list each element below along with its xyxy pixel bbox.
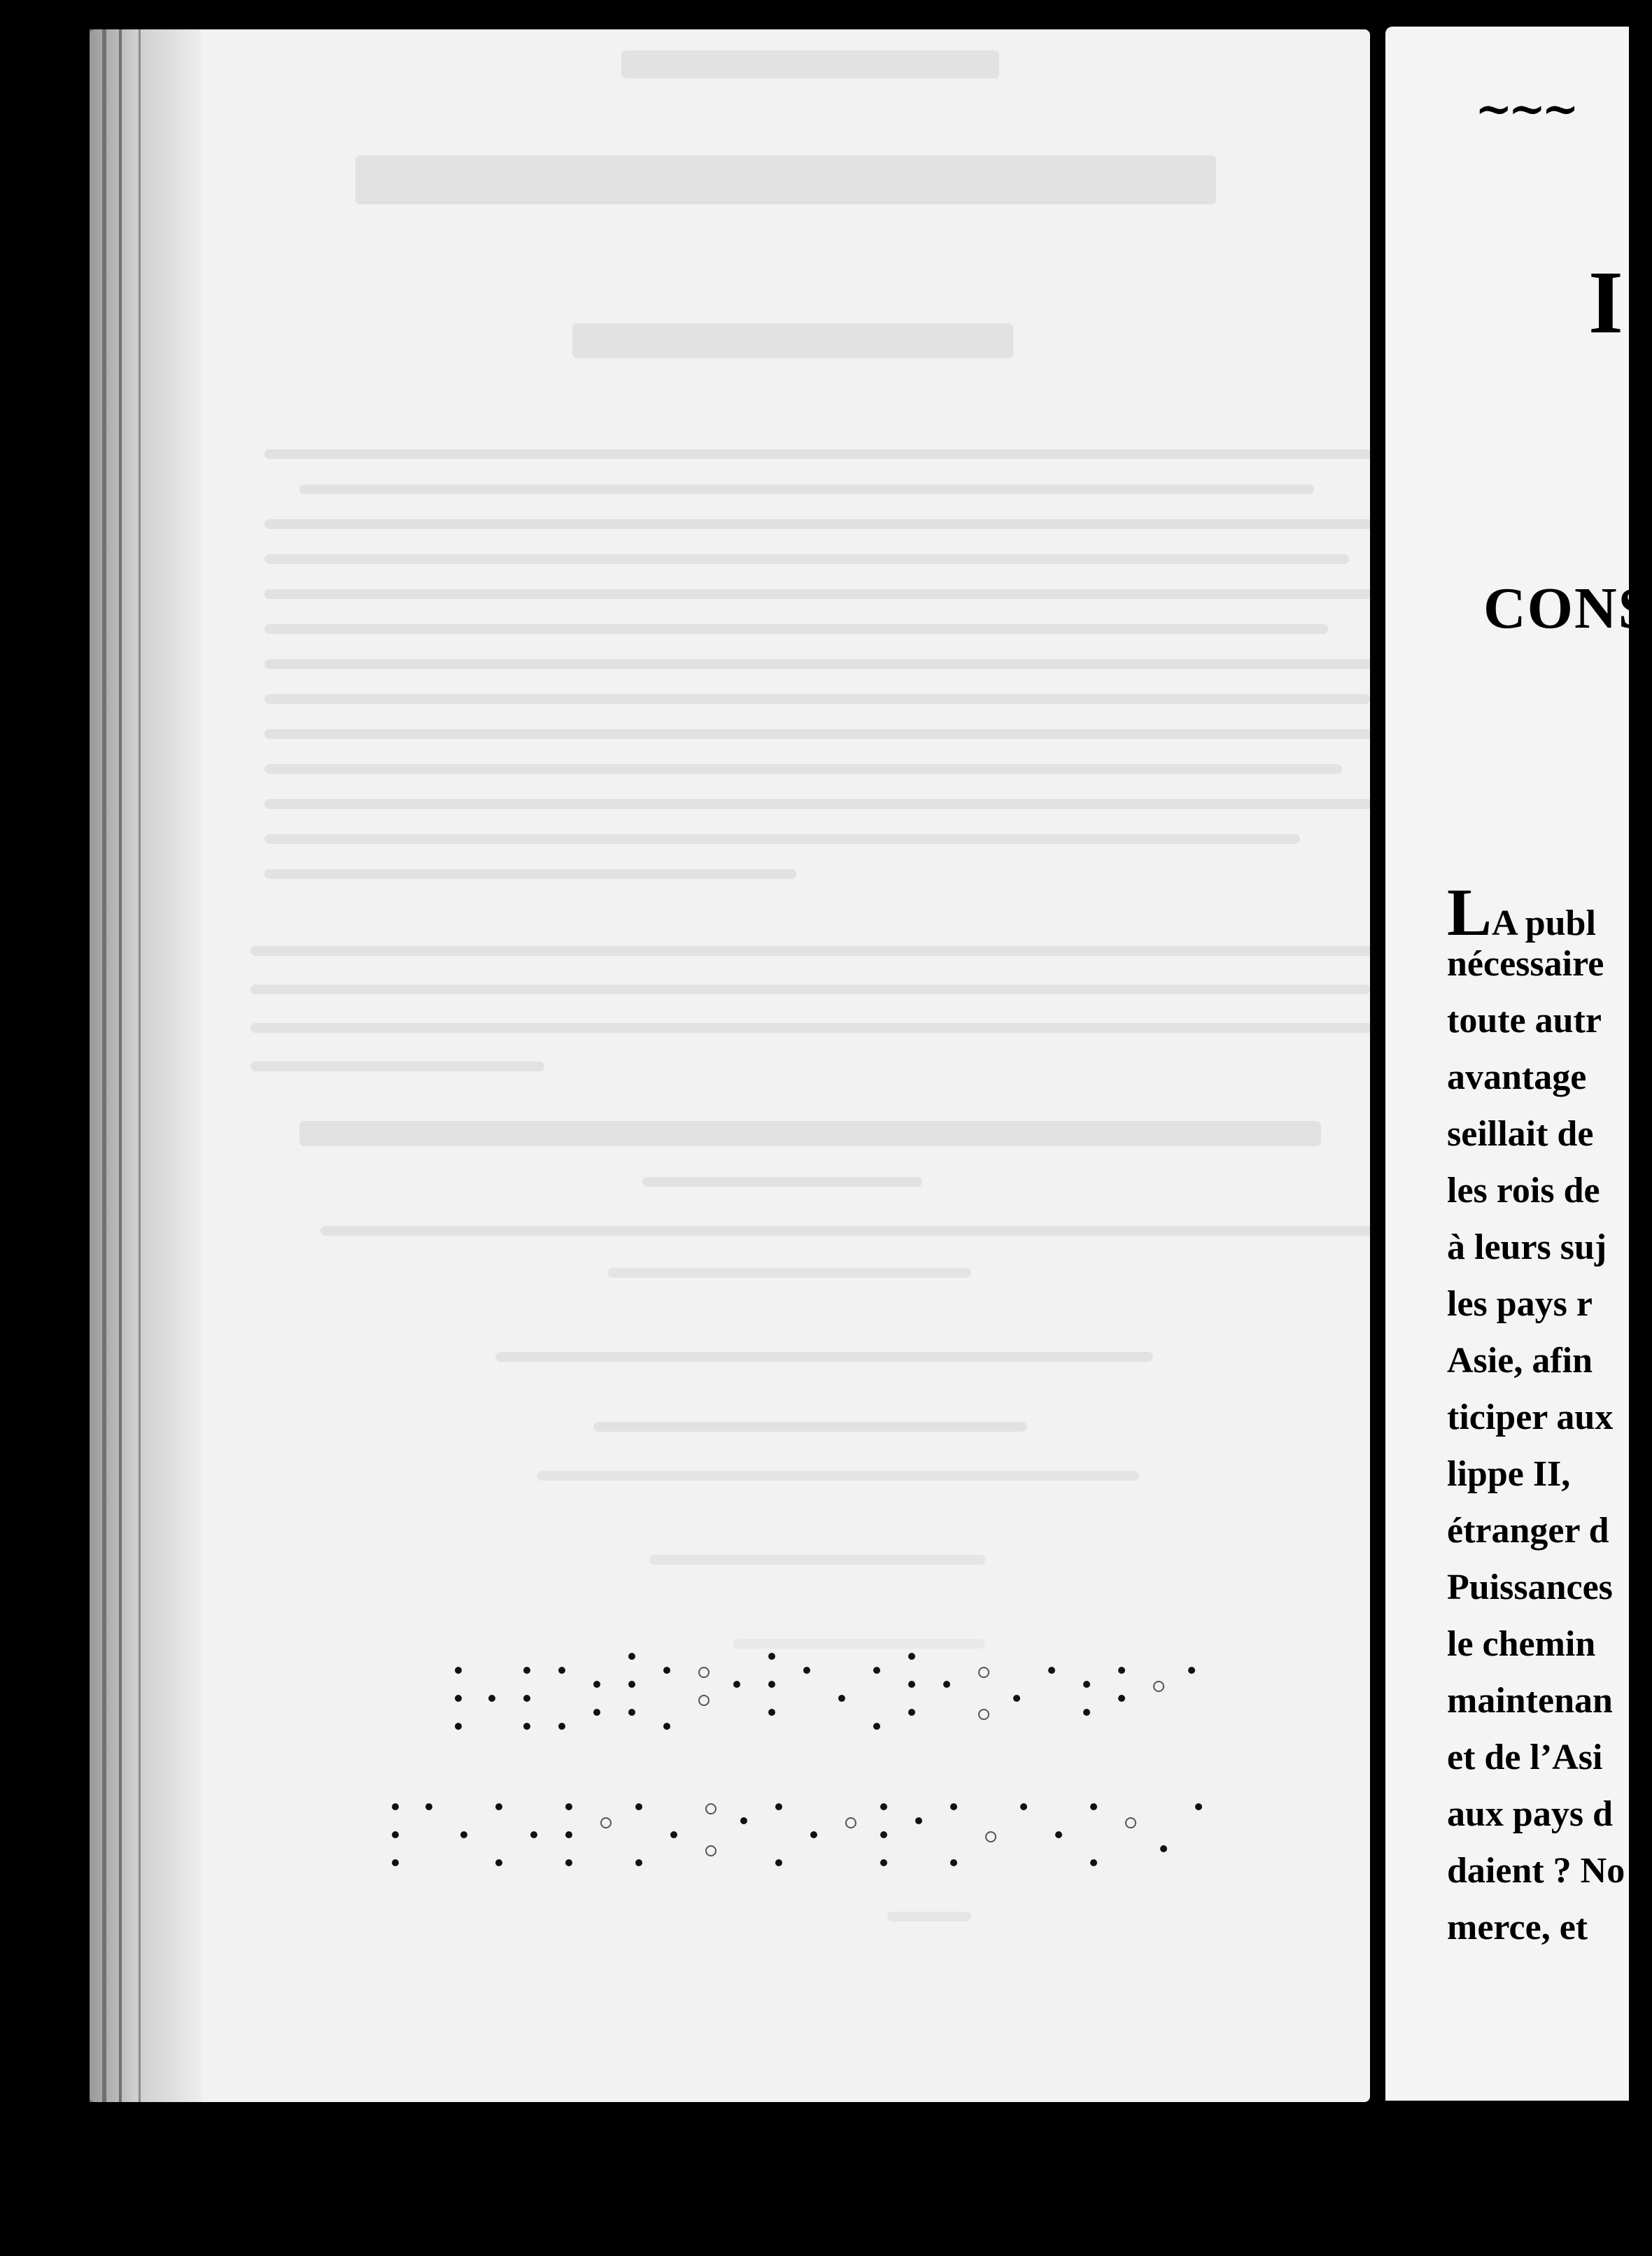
body-line: LA publ (1447, 875, 1596, 950)
body-line: maintenan (1447, 1681, 1613, 1721)
body-line: seillait de (1447, 1114, 1594, 1154)
header-ornament: ~~~ (1475, 83, 1575, 135)
body-line: Asie, afin (1447, 1341, 1593, 1381)
left-page (90, 29, 1370, 2102)
perforation-stamp (390, 1639, 1258, 1919)
body-line: Puissances (1447, 1567, 1613, 1607)
body-line: ticiper aux (1447, 1397, 1614, 1437)
body-line: étranger d (1447, 1511, 1609, 1551)
page-edge-shadow (90, 29, 202, 2102)
body-line: et de l’Asi (1447, 1737, 1603, 1777)
body-line: les rois de (1447, 1171, 1600, 1211)
right-page (1385, 27, 1652, 2101)
body-line: lippe II, (1447, 1454, 1571, 1494)
body-text (1447, 875, 1625, 1956)
drop-cap: L (1447, 875, 1492, 950)
chapter-heading-initial: I (1588, 253, 1623, 352)
body-line: le chemin (1447, 1624, 1596, 1664)
section-heading: CONS (1483, 576, 1652, 641)
body-line: les pays r (1447, 1284, 1593, 1324)
body-line: avantage (1447, 1057, 1587, 1097)
body-line: toute autr (1447, 1001, 1602, 1041)
body-line: nécessaire (1447, 944, 1604, 984)
body-line: aux pays d (1447, 1794, 1613, 1834)
body-line: à leurs suj (1447, 1227, 1607, 1267)
body-line: daient ? No (1447, 1851, 1625, 1891)
body-line: merce, et (1447, 1908, 1588, 1947)
book-gutter (1370, 21, 1385, 2120)
